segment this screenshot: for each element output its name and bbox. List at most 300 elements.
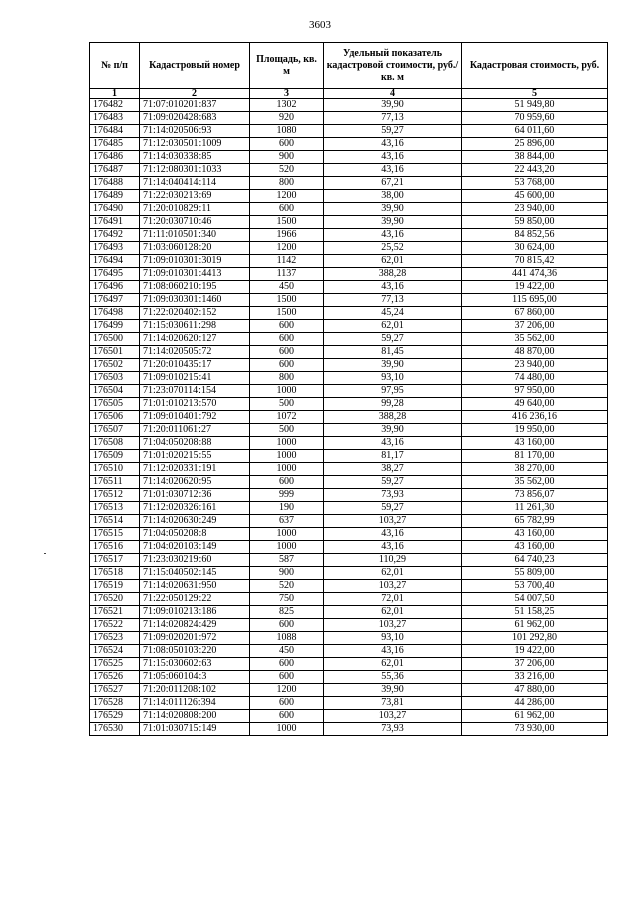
table-row [90,255,608,268]
cadastral-number-cell: 71:05:060104:3 [140,671,250,684]
table-row [90,320,608,333]
row-number-cell: 176514 [90,515,140,528]
cadastral-value-cell: 30 624,00 [462,242,608,255]
cadastral-number-cell: 71:14:020620:95 [140,476,250,489]
unit-value-cell: 59,27 [324,502,462,515]
row-number-cell: 176522 [90,619,140,632]
cadastral-value-cell: 73 930,00 [462,723,608,736]
row-number-cell: 176525 [90,658,140,671]
unit-value-cell: 103,27 [324,580,462,593]
header-unit-value: Удельный показатель кадастровой стоимости, руб./кв. м [324,43,462,89]
table-row [90,450,608,463]
unit-value-cell: 81,45 [324,346,462,359]
area-cell: 520 [250,580,324,593]
stray-mark [44,553,46,554]
table-row [90,164,608,177]
unit-value-cell: 38,27 [324,463,462,476]
area-cell: 1000 [250,450,324,463]
area-cell: 450 [250,281,324,294]
row-number-cell: 176501 [90,346,140,359]
area-cell: 1000 [250,528,324,541]
cadastral-value-cell: 33 216,00 [462,671,608,684]
unit-value-cell: 43,16 [324,528,462,541]
table-row [90,385,608,398]
cadastral-value-cell: 70 815,42 [462,255,608,268]
table-row [90,307,608,320]
unit-value-cell: 62,01 [324,567,462,580]
row-number-cell: 176482 [90,99,140,112]
table-row [90,489,608,502]
cadastral-value-cell: 74 480,00 [462,372,608,385]
area-cell: 600 [250,333,324,346]
table-row [90,372,608,385]
area-cell: 600 [250,697,324,710]
cadastral-number-cell: 71:09:010213:186 [140,606,250,619]
unit-value-cell: 67,21 [324,177,462,190]
cadastral-value-cell: 59 850,00 [462,216,608,229]
table-row [90,359,608,372]
table-row [90,242,608,255]
row-number-cell: 176521 [90,606,140,619]
unit-value-cell: 103,27 [324,619,462,632]
table-row [90,216,608,229]
table-row [90,398,608,411]
area-cell: 800 [250,177,324,190]
cadastral-value-cell: 54 007,50 [462,593,608,606]
unit-value-cell: 39,90 [324,203,462,216]
row-number-cell: 176523 [90,632,140,645]
table-header [90,43,608,89]
cadastral-value-cell: 115 695,00 [462,294,608,307]
area-cell: 1080 [250,125,324,138]
cadastral-value-cell: 49 640,00 [462,398,608,411]
cadastral-value-cell: 43 160,00 [462,528,608,541]
table-row [90,463,608,476]
cadastral-number-cell: 71:23:030219:60 [140,554,250,567]
cadastral-value-cell: 61 962,00 [462,710,608,723]
row-number-cell: 176513 [90,502,140,515]
row-number-cell: 176524 [90,645,140,658]
cadastral-number-cell: 71:04:050208:88 [140,437,250,450]
table-row [90,697,608,710]
cadastral-value-cell: 48 870,00 [462,346,608,359]
unit-value-cell: 77,13 [324,294,462,307]
cadastral-value-table [89,42,608,736]
cadastral-number-cell: 71:12:020331:191 [140,463,250,476]
cadastral-value-cell: 11 261,30 [462,502,608,515]
row-number-cell: 176492 [90,229,140,242]
cadastral-number-cell: 71:15:040502:145 [140,567,250,580]
area-cell: 600 [250,476,324,489]
row-number-cell: 176504 [90,385,140,398]
table-row [90,554,608,567]
table-row [90,645,608,658]
area-cell: 800 [250,372,324,385]
table-row [90,229,608,242]
page-number: 3603 [309,19,331,31]
unit-value-cell: 43,16 [324,437,462,450]
area-cell: 1000 [250,541,324,554]
row-number-cell: 176491 [90,216,140,229]
cadastral-value-cell: 19 422,00 [462,645,608,658]
cadastral-number-cell: 71:15:030602:63 [140,658,250,671]
area-cell: 1000 [250,437,324,450]
table-row [90,190,608,203]
row-number-cell: 176519 [90,580,140,593]
table-row [90,125,608,138]
table-row [90,567,608,580]
area-cell: 999 [250,489,324,502]
cadastral-value-cell: 19 950,00 [462,424,608,437]
row-number-cell: 176508 [90,437,140,450]
unit-value-cell: 81,17 [324,450,462,463]
cadastral-number-cell: 71:01:030712:36 [140,489,250,502]
row-number-cell: 176517 [90,554,140,567]
row-number-cell: 176495 [90,268,140,281]
unit-value-cell: 62,01 [324,255,462,268]
cadastral-value-cell: 441 474,36 [462,268,608,281]
cadastral-value-cell: 44 286,00 [462,697,608,710]
cadastral-number-cell: 71:15:030611:298 [140,320,250,333]
row-number-cell: 176509 [90,450,140,463]
row-number-cell: 176490 [90,203,140,216]
area-cell: 1966 [250,229,324,242]
column-number: 4 [324,89,462,99]
area-cell: 600 [250,138,324,151]
cadastral-value-cell: 64 740,23 [462,554,608,567]
cadastral-number-cell: 71:09:030301:1460 [140,294,250,307]
area-cell: 500 [250,398,324,411]
cadastral-value-cell: 101 292,80 [462,632,608,645]
cadastral-number-cell: 71:20:010435:17 [140,359,250,372]
table-row [90,346,608,359]
unit-value-cell: 43,16 [324,645,462,658]
table-row [90,710,608,723]
cadastral-number-cell: 71:20:030710:46 [140,216,250,229]
unit-value-cell: 77,13 [324,112,462,125]
row-number-cell: 176499 [90,320,140,333]
row-number-cell: 176486 [90,151,140,164]
cadastral-number-cell: 71:23:070114:154 [140,385,250,398]
table-row [90,658,608,671]
cadastral-number-cell: 71:14:020631:950 [140,580,250,593]
area-cell: 600 [250,346,324,359]
column-number: 2 [140,89,250,99]
area-cell: 920 [250,112,324,125]
row-number-cell: 176507 [90,424,140,437]
unit-value-cell: 72,01 [324,593,462,606]
table-row [90,606,608,619]
cadastral-number-cell: 71:09:010301:3019 [140,255,250,268]
table-row [90,619,608,632]
area-cell: 1000 [250,723,324,736]
table-row [90,684,608,697]
table-row [90,515,608,528]
unit-value-cell: 388,28 [324,411,462,424]
row-number-cell: 176498 [90,307,140,320]
cadastral-value-cell: 23 940,00 [462,359,608,372]
table-body [90,89,608,736]
cadastral-number-cell: 71:03:060128:20 [140,242,250,255]
cadastral-value-cell: 43 160,00 [462,437,608,450]
unit-value-cell: 39,90 [324,424,462,437]
unit-value-cell: 43,16 [324,281,462,294]
table-row [90,476,608,489]
row-number-cell: 176506 [90,411,140,424]
cadastral-number-cell: 71:14:040414:114 [140,177,250,190]
cadastral-number-cell: 71:09:010301:4413 [140,268,250,281]
area-cell: 600 [250,203,324,216]
area-cell: 1088 [250,632,324,645]
unit-value-cell: 110,29 [324,554,462,567]
cadastral-number-cell: 71:14:020505:72 [140,346,250,359]
area-cell: 1500 [250,216,324,229]
unit-value-cell: 59,27 [324,333,462,346]
cadastral-number-cell: 71:09:010401:792 [140,411,250,424]
unit-value-cell: 25,52 [324,242,462,255]
row-number-cell: 176530 [90,723,140,736]
cadastral-number-cell: 71:08:050103:220 [140,645,250,658]
area-cell: 450 [250,645,324,658]
table-row [90,281,608,294]
row-number-cell: 176511 [90,476,140,489]
table-row [90,541,608,554]
header-cadastral-value: Кадастровая стоимость, руб. [462,43,608,89]
cadastral-number-cell: 71:20:011061:27 [140,424,250,437]
table-row [90,333,608,346]
area-cell: 600 [250,619,324,632]
row-number-cell: 176493 [90,242,140,255]
cadastral-value-cell: 416 236,16 [462,411,608,424]
unit-value-cell: 97,95 [324,385,462,398]
area-cell: 1072 [250,411,324,424]
cadastral-number-cell: 71:14:020506:93 [140,125,250,138]
row-number-cell: 176489 [90,190,140,203]
cadastral-number-cell: 71:14:020808:200 [140,710,250,723]
area-cell: 190 [250,502,324,515]
header-cadastral-number: Кадастровый номер [140,43,250,89]
row-number-cell: 176497 [90,294,140,307]
cadastral-value-cell: 23 940,00 [462,203,608,216]
row-number-cell: 176526 [90,671,140,684]
table-row [90,268,608,281]
area-cell: 900 [250,151,324,164]
area-cell: 1000 [250,385,324,398]
unit-value-cell: 43,16 [324,138,462,151]
area-cell: 1302 [250,99,324,112]
cadastral-number-cell: 71:01:030715:149 [140,723,250,736]
cadastral-value-cell: 65 782,99 [462,515,608,528]
unit-value-cell: 62,01 [324,320,462,333]
unit-value-cell: 39,90 [324,216,462,229]
cadastral-value-cell: 53 768,00 [462,177,608,190]
unit-value-cell: 43,16 [324,541,462,554]
area-cell: 1500 [250,307,324,320]
row-number-cell: 176505 [90,398,140,411]
area-cell: 600 [250,359,324,372]
unit-value-cell: 103,27 [324,515,462,528]
cadastral-value-cell: 38 844,00 [462,151,608,164]
cadastral-value-cell: 22 443,20 [462,164,608,177]
area-cell: 520 [250,164,324,177]
area-cell: 587 [250,554,324,567]
table-row [90,502,608,515]
unit-value-cell: 99,28 [324,398,462,411]
cadastral-number-cell: 71:08:060210:195 [140,281,250,294]
table-row [90,437,608,450]
cadastral-value-cell: 61 962,00 [462,619,608,632]
cadastral-value-cell: 43 160,00 [462,541,608,554]
unit-value-cell: 55,36 [324,671,462,684]
cadastral-number-cell: 71:12:030501:1009 [140,138,250,151]
table-row [90,723,608,736]
header-row-number: № п/п [90,43,140,89]
unit-value-cell: 93,10 [324,632,462,645]
cadastral-number-cell: 71:22:030213:69 [140,190,250,203]
cadastral-number-cell: 71:11:010501:340 [140,229,250,242]
unit-value-cell: 62,01 [324,606,462,619]
unit-value-cell: 43,16 [324,164,462,177]
area-cell: 637 [250,515,324,528]
cadastral-number-cell: 71:09:020201:972 [140,632,250,645]
table-row [90,203,608,216]
cadastral-number-cell: 71:22:020402:152 [140,307,250,320]
area-cell: 600 [250,710,324,723]
cadastral-number-cell: 71:04:020103:149 [140,541,250,554]
area-cell: 1000 [250,463,324,476]
cadastral-number-cell: 71:01:020215:55 [140,450,250,463]
area-cell: 600 [250,320,324,333]
cadastral-number-cell: 71:20:011208:102 [140,684,250,697]
cadastral-number-cell: 71:22:050129:22 [140,593,250,606]
cadastral-value-cell: 64 011,60 [462,125,608,138]
row-number-cell: 176512 [90,489,140,502]
area-cell: 1142 [250,255,324,268]
cadastral-number-cell: 71:20:010829:11 [140,203,250,216]
cadastral-value-cell: 51 158,25 [462,606,608,619]
cadastral-number-cell: 71:14:011126:394 [140,697,250,710]
row-number-cell: 176487 [90,164,140,177]
cadastral-value-cell: 45 600,00 [462,190,608,203]
column-number-row [90,89,608,99]
table-row [90,99,608,112]
cadastral-value-cell: 53 700,40 [462,580,608,593]
table-row [90,671,608,684]
cadastral-value-cell: 70 959,60 [462,112,608,125]
row-number-cell: 176494 [90,255,140,268]
cadastral-number-cell: 71:09:020428:683 [140,112,250,125]
unit-value-cell: 39,90 [324,684,462,697]
column-number: 5 [462,89,608,99]
area-cell: 1137 [250,268,324,281]
row-number-cell: 176503 [90,372,140,385]
area-cell: 825 [250,606,324,619]
unit-value-cell: 39,90 [324,99,462,112]
unit-value-cell: 59,27 [324,125,462,138]
cadastral-value-cell: 35 562,00 [462,476,608,489]
cadastral-number-cell: 71:12:020326:161 [140,502,250,515]
unit-value-cell: 388,28 [324,268,462,281]
row-number-cell: 176510 [90,463,140,476]
table-row [90,112,608,125]
column-number: 1 [90,89,140,99]
table-row [90,593,608,606]
row-number-cell: 176502 [90,359,140,372]
area-cell: 1200 [250,190,324,203]
cadastral-value-cell: 19 422,00 [462,281,608,294]
area-cell: 500 [250,424,324,437]
row-number-cell: 176529 [90,710,140,723]
cadastral-value-cell: 47 880,00 [462,684,608,697]
header-area: Площадь, кв. м [250,43,324,89]
table-row [90,151,608,164]
table-row [90,138,608,151]
cadastral-number-cell: 71:14:030338:85 [140,151,250,164]
row-number-cell: 176515 [90,528,140,541]
table-row [90,294,608,307]
table-row [90,411,608,424]
row-number-cell: 176488 [90,177,140,190]
row-number-cell: 176518 [90,567,140,580]
table-row [90,177,608,190]
table-row [90,424,608,437]
area-cell: 600 [250,671,324,684]
header-row [90,43,608,89]
row-number-cell: 176516 [90,541,140,554]
unit-value-cell: 73,81 [324,697,462,710]
cadastral-value-cell: 67 860,00 [462,307,608,320]
area-cell: 900 [250,567,324,580]
cadastral-number-cell: 71:07:010201:837 [140,99,250,112]
area-cell: 750 [250,593,324,606]
unit-value-cell: 38,00 [324,190,462,203]
table-row [90,632,608,645]
area-cell: 1200 [250,242,324,255]
row-number-cell: 176496 [90,281,140,294]
cadastral-number-cell: 71:01:010213:570 [140,398,250,411]
cadastral-number-cell: 71:04:050208:8 [140,528,250,541]
cadastral-value-cell: 25 896,00 [462,138,608,151]
column-number: 3 [250,89,324,99]
row-number-cell: 176484 [90,125,140,138]
unit-value-cell: 43,16 [324,151,462,164]
unit-value-cell: 103,27 [324,710,462,723]
cadastral-value-cell: 97 950,00 [462,385,608,398]
cadastral-value-cell: 84 852,56 [462,229,608,242]
row-number-cell: 176520 [90,593,140,606]
unit-value-cell: 62,01 [324,658,462,671]
cadastral-value-cell: 73 856,07 [462,489,608,502]
unit-value-cell: 59,27 [324,476,462,489]
cadastral-value-cell: 37 206,00 [462,320,608,333]
table-row [90,580,608,593]
unit-value-cell: 39,90 [324,359,462,372]
cadastral-value-cell: 81 170,00 [462,450,608,463]
area-cell: 1500 [250,294,324,307]
cadastral-number-cell: 71:14:020620:127 [140,333,250,346]
cadastral-number-cell: 71:12:080301:1033 [140,164,250,177]
area-cell: 600 [250,658,324,671]
cadastral-value-cell: 51 949,80 [462,99,608,112]
unit-value-cell: 93,10 [324,372,462,385]
row-number-cell: 176485 [90,138,140,151]
unit-value-cell: 43,16 [324,229,462,242]
cadastral-number-cell: 71:14:020630:249 [140,515,250,528]
unit-value-cell: 45,24 [324,307,462,320]
cadastral-value-cell: 38 270,00 [462,463,608,476]
area-cell: 1200 [250,684,324,697]
row-number-cell: 176527 [90,684,140,697]
